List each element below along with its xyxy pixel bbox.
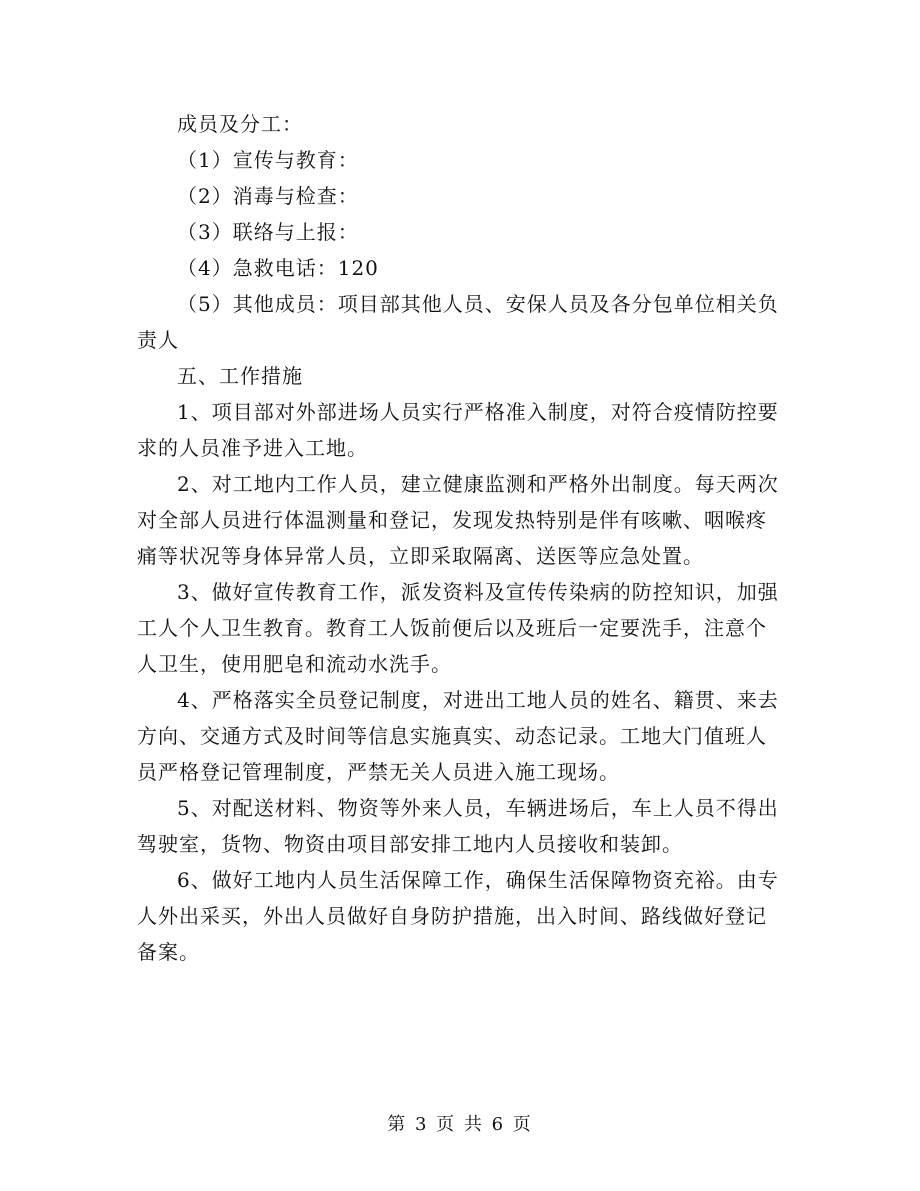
paragraph-item-1: （1）宣传与教育： — [177, 148, 359, 172]
paragraph-item-3: （3）联络与上报： — [177, 220, 359, 244]
page-number-footer: 第 3 页 共 6 页 — [387, 1114, 533, 1135]
section-heading: 五、工作措施 — [177, 364, 303, 388]
paragraph-item-4: （4）急救电话：120 — [177, 256, 379, 280]
measure-6: 6、做好工地内人员生活保障工作，确保生活保障物资充裕。由专人外出采买，外出人员做好自身防护措施，出入时间、路线做好登记备案。 — [137, 868, 779, 964]
paragraph-item-5: （5）其他成员：项目部其他人员、安保人员及各分包单位相关负责人 — [137, 292, 779, 352]
measure-3: 3、做好宣传教育工作，派发资料及宣传传染病的防控知识，加强工人个人卫生教育。教育工人饭前便后以及班后一定要洗手，注意个人卫生，使用肥皂和流动水洗手。 — [137, 580, 779, 676]
measure-4: 4、严格落实全员登记制度，对进出工地人员的姓名、籍贯、来去方向、交通方式及时间等信息实施真实、动态记录。工地大门值班人员严格登记管理制度，严禁无关人员进入施工现场。 — [137, 688, 779, 784]
paragraph-item-2: （2）消毒与检查： — [177, 184, 359, 208]
paragraph-members: 成员及分工： — [177, 112, 303, 136]
document-body — [137, 106, 785, 970]
measure-2: 2、对工地内工作人员，建立健康监测和严格外出制度。每天两次对全部人员进行体温测量和登记，发现发热特别是伴有咳嗽、咽喉疼痛等状况等身体异常人员，立即采取隔离、送医等应急处置。 — [137, 472, 779, 568]
measure-5: 5、对配送材料、物资等外来人员，车辆进场后，车上人员不得出驾驶室，货物、物资由项目部安排工地内人员接收和装卸。 — [137, 796, 779, 856]
measure-1: 1、项目部对外部进场人员实行严格准入制度，对符合疫情防控要求的人员准予进入工地。 — [137, 400, 779, 460]
